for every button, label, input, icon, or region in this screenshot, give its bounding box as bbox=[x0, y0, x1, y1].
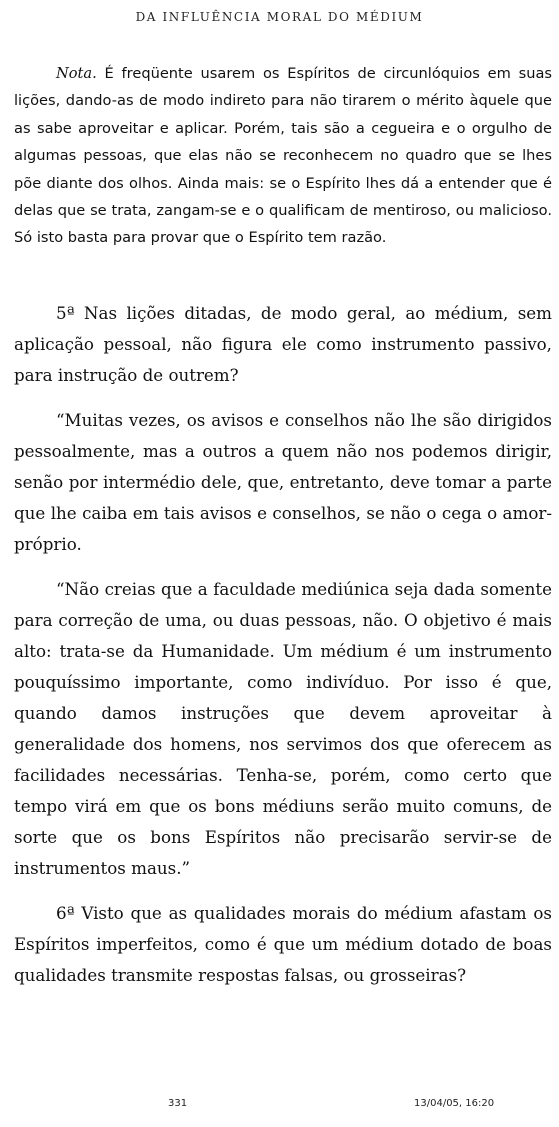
page-number: 331 bbox=[168, 1098, 188, 1109]
question-6: 6ª Visto que as qualidades morais do médium afastam os Espíritos imperfeitos, como é que um médium dotado de boas qualidades transmite respostas falsas, ou grosseiras? bbox=[14, 903, 552, 985]
answer-5-part-2: “Não creias que a faculdade mediúnica seja dada somente para correção de uma, ou duas pessoas, não. O objetivo é mais alto: trata-se da Humanidade. Um médium é um instrumento pouquíssimo importante, como indivíduo. Por isso é que, quando damos instruções que devem aproveitar à generalidade dos homens, nos servimos dos que oferecem as facilidades necessárias. Tenha-se, porém, como certo que tempo virá em que os bons médiuns serão muito comuns, de sorte que os bons Espíritos não precisarão servir-se de instrumentos maus.” bbox=[14, 579, 552, 878]
question-5: 5ª Nas lições ditadas, de modo geral, ao médium, sem aplicação pessoal, não figura ele como instrumento passivo, para instrução de outrem? bbox=[14, 303, 552, 385]
note-text: É freqüente usarem os Espíritos de circunlóquios em suas lições, dando-as de modo indireto para não tirarem o mérito àquele que as sabe aproveitar e aplicar. Porém, tais são a cegueira e o orgulho de algumas pessoas, que elas não se reconhecem no quadro que se lhes põe diante dos olhos. Ainda mais: se o Espírito lhes dá a entender que é delas que se trata, zangam-se e o qualificam de mentiroso, ou malicioso. Só isto basta para provar que o Espírito tem razão. bbox=[14, 65, 552, 247]
running-head: DA INFLUÊNCIA MORAL DO MÉDIUM bbox=[135, 10, 424, 24]
answer-5-part-1: “Muitas vezes, os avisos e conselhos não lhe são dirigidos pessoalmente, mas a outros a quem não nos podemos dirigir, senão por intermédio dele, que, entretanto, deve tomar a parte que lhe caiba em tais avisos e conselhos, se não o cega o amor-próprio. bbox=[14, 410, 552, 554]
note-label: Nota. bbox=[56, 65, 97, 82]
print-timestamp: 13/04/05, 16:20 bbox=[414, 1098, 495, 1109]
editorial-note bbox=[14, 60, 552, 252]
main-text bbox=[14, 298, 552, 1005]
note-paragraph bbox=[14, 60, 552, 252]
